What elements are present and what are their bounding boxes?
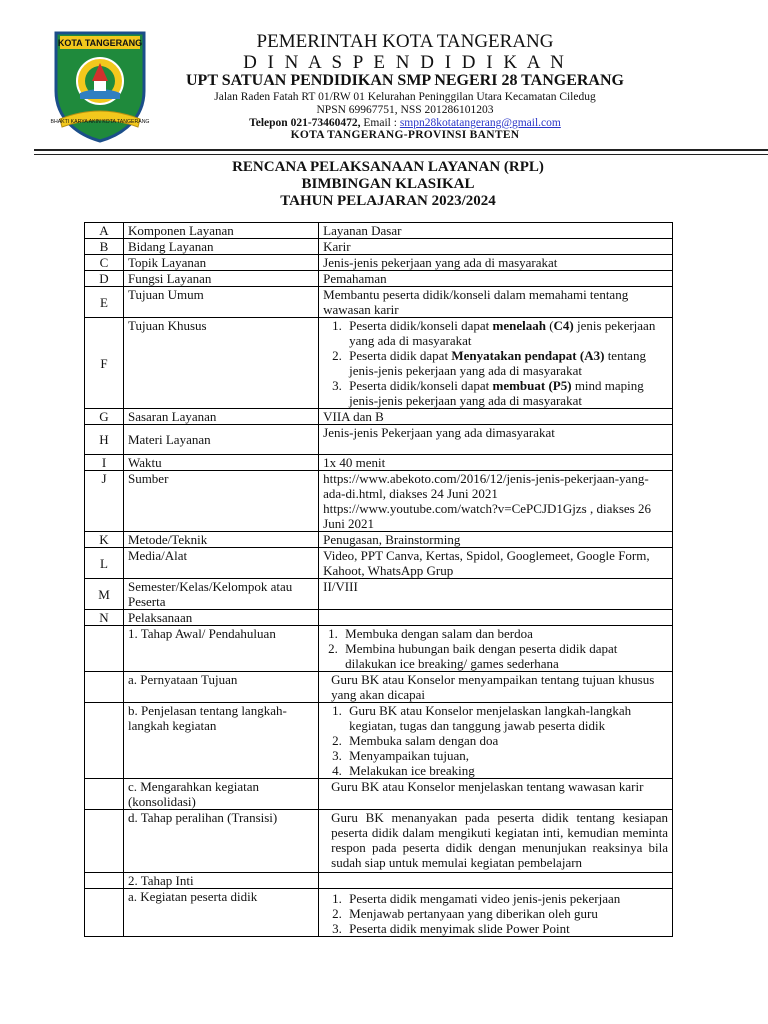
table-row [85,779,673,810]
list-text: jenis pekerjaan yang ada di masyarakat [349,318,656,348]
list-item: 2. Menjawab pertanyaan yang diberikan oleh guru [345,906,668,921]
bold-code: C4) [553,318,574,333]
row-key-empty [85,873,124,889]
table-row [85,873,673,889]
row-key: D [85,271,124,287]
row-label: 1. Tahap Awal/ Pendahuluan [123,626,318,672]
header-government: PEMERINTAH KOTA TANGERANG [256,31,554,52]
row-label: Tujuan Khusus [123,318,318,409]
header-city: KOTA TANGERANG-PROVINSI BANTEN [290,129,520,141]
row-value: Karir [319,239,673,255]
row-value: VIIA dan B [319,409,673,425]
list-item [345,318,668,348]
row-key: H [85,425,124,455]
row-label: Materi Layanan [123,425,318,455]
row-label: Fungsi Layanan [123,271,318,287]
table-row [85,810,673,873]
row-label: Pelaksanaan [123,610,318,626]
row-label: Media/Alat [123,548,318,579]
bold-verb: menelaah [492,318,546,333]
table-row [85,703,673,779]
row-value: Jenis-jenis pekerjaan yang ada di masyarakat [319,255,673,271]
table-row [85,610,673,626]
table-row [85,532,673,548]
header-divider [34,149,768,151]
row-value: II/VIII [319,579,673,610]
table-row [85,455,673,471]
list-item: 3. Peserta didik menyimak slide Power Point [345,921,668,936]
row-label: a. Kegiatan peserta didik [123,889,318,937]
row-value: Pemahaman [319,271,673,287]
row-label: a. Pernyataan Tujuan [123,672,318,703]
table-row [85,287,673,318]
list-text: ( [545,318,554,333]
row-key: C [85,255,124,271]
row-value-list [319,626,673,672]
row-value: Membantu peserta didik/konseli dalam memahami tentang wawasan karir [319,287,673,318]
row-key: K [85,532,124,548]
row-value-empty [319,873,673,889]
table-row [85,889,673,937]
row-value-list [319,318,673,409]
source-link[interactable]: https://www.youtube.com/watch?v=CePCJD1Gjzs , diakses 26 Juni 2021 [323,501,651,531]
row-label: Tujuan Umum [123,287,318,318]
table-row [85,579,673,610]
header-email-label: Email : [360,117,400,129]
row-value: Guru BK atau Konselor menjelaskan tentang wawasan karir [319,779,673,810]
row-label: Metode/Teknik [123,532,318,548]
row-label: Bidang Layanan [123,239,318,255]
row-key: F [85,318,124,409]
row-value: Guru BK menanyakan pada peserta didik tentang kesiapan peserta didik dalam mengikuti kegiatan inti, kemudian meminta respon pada peserta didik dengan menunjukan reaksinya bila sudah siap untuk memulai kegiatan pembelajarn [319,810,673,873]
table-row [85,255,673,271]
row-label: Sumber [123,471,318,532]
rpl-table [84,222,673,937]
row-key-empty [85,889,124,937]
row-label: Komponen Layanan [123,223,318,239]
row-label: Topik Layanan [123,255,318,271]
row-value: 1x 40 menit [319,455,673,471]
row-key: L [85,548,124,579]
logo-top-text: KOTA TANGERANG [57,38,143,48]
row-value-list [319,889,673,937]
row-key-empty [85,779,124,810]
row-key: E [85,287,124,318]
email-link[interactable]: smpn28kotatangerang@gmail.com [399,117,561,129]
list-item [345,348,668,378]
table-row [85,271,673,287]
list-text: tentang jenis-jenis pekerjaan yang ada di masyarakat [349,348,646,378]
table-row [85,318,673,409]
header-phone: Telepon 021-73460472, [249,117,361,129]
row-key: A [85,223,124,239]
row-label: c. Mengarahkan kegiatan (konsolidasi) [123,779,318,810]
row-label: b. Penjelasan tentang langkah-langkah kegiatan [123,703,318,779]
logo-motto-text: BHAKTI KARYA AKIN KOTA TANGERANG [50,119,150,125]
row-key: J [85,471,124,532]
row-value: Penugasan, Brainstorming [319,532,673,548]
list-text: mind maping jenis-jenis pekerjaan yang ada di masyarakat [349,378,644,408]
city-emblem-logo [50,27,150,145]
bold-verb: membuat (P5) [492,378,572,393]
source-link[interactable]: https://www.abekoto.com/2016/12/jenis-jenis-pekerjaan-yang-ada-di.html, diakses 24 Juni 2021 [323,471,649,501]
list-text: Peserta didik/konseli dapat [349,378,493,393]
list-item: 3. Menyampaikan tujuan, [345,748,668,763]
row-label: Sasaran Layanan [123,409,318,425]
row-value: Guru BK atau Konselor menyampaikan tentang tujuan khusus yang akan dicapai [319,672,673,703]
row-value: Video, PPT Canva, Kertas, Spidol, Googlemeet, Google Form, Kahoot, WhatsApp Grup [319,548,673,579]
table-row [85,626,673,672]
row-key: I [85,455,124,471]
row-key-empty [85,672,124,703]
row-label: 2. Tahap Inti [123,873,318,889]
list-text: Peserta didik dapat [349,348,452,363]
list-item: 2. Membina hubungan baik dengan peserta didik dapat dilakukan ice breaking/ games sederhana [341,641,668,671]
row-key: B [85,239,124,255]
list-item: 4. Melakukan ice breaking [345,763,668,778]
list-item: 1. Guru BK atau Konselor menjelaskan langkah-langkah kegiatan, tugas dan tanggung jawab peserta didik [345,703,668,733]
row-key-empty [85,810,124,873]
list-item: 2. Membuka salam dengan doa [345,733,668,748]
row-label: Waktu [123,455,318,471]
header-school: UPT SATUAN PENDIDIKAN SMP NEGERI 28 TANGERANG [186,72,624,89]
table-row [85,409,673,425]
table-row [85,239,673,255]
row-value: Jenis-jenis Pekerjaan yang ada dimasyarakat [319,425,673,455]
doc-subtitle: BIMBINGAN KLASIKAL [301,176,475,192]
row-key-empty [85,703,124,779]
doc-title: RENCANA PELAKSANAAN LAYANAN (RPL) [232,159,544,175]
bold-verb: Menyatakan pendapat (A3) [451,348,605,363]
row-value [319,471,673,532]
row-key-empty [85,626,124,672]
header-address: Jalan Raden Fatah RT 01/RW 01 Kelurahan Peninggilan Utara Kecamatan Ciledug [214,91,596,103]
row-key: N [85,610,124,626]
row-label: d. Tahap peralihan (Transisi) [123,810,318,873]
list-text: Peserta didik/konseli dapat [349,318,493,333]
table-row [85,425,673,455]
table-row [85,223,673,239]
table-row [85,672,673,703]
table-row [85,471,673,532]
list-item [345,378,668,408]
header-divider-thin [34,154,768,155]
list-item: 1. Membuka dengan salam dan berdoa [341,626,668,641]
doc-year: TAHUN PELAJARAN 2023/2024 [280,193,496,209]
row-value-list [319,703,673,779]
row-key: M [85,579,124,610]
row-value: Layanan Dasar [319,223,673,239]
list-item: 1. Peserta didik mengamati video jenis-jenis pekerjaan [345,891,668,906]
header-npsn: NPSN 69967751, NSS 201286101203 [316,104,494,116]
row-key: G [85,409,124,425]
header-agency: D I N A S P E N D I D I K A N [243,52,567,73]
row-value-empty [319,610,673,626]
row-label: Semester/Kelas/Kelompok atau Peserta [123,579,318,610]
table-row [85,548,673,579]
